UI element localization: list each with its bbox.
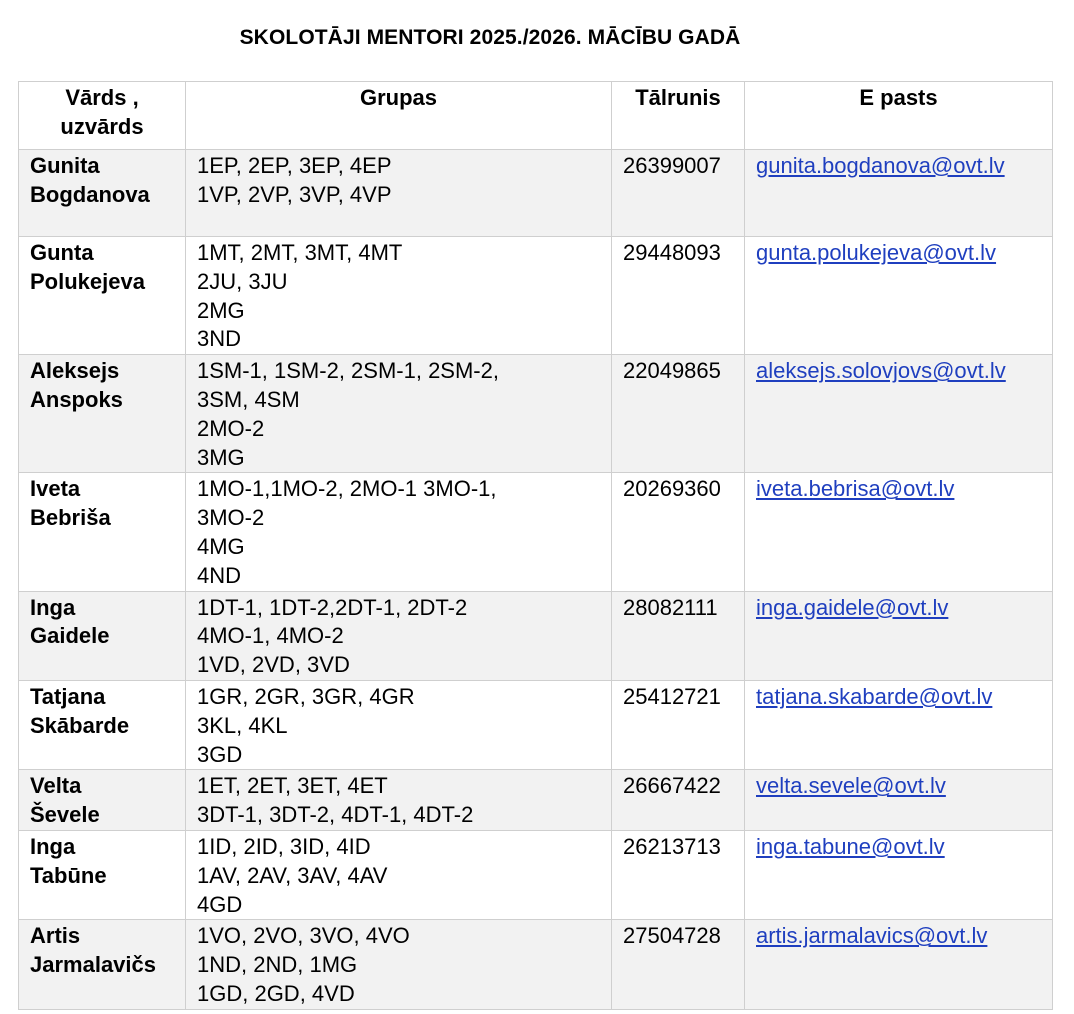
mentor-name-cell (19, 680, 186, 769)
groups-cell (186, 770, 612, 831)
mentor-name-line: Bebriša (30, 505, 111, 531)
email-cell (745, 680, 1053, 769)
email-link[interactable]: iveta.bebrisa@ovt.lv (756, 476, 955, 502)
mentor-name-line: Iveta (30, 476, 81, 502)
mentor-name-cell (19, 473, 186, 591)
group-line: 1EP, 2EP, 3EP, 4EP (197, 153, 392, 178)
group-line: 1DT-1, 1DT-2,2DT-1, 2DT-2 (197, 594, 468, 620)
email-link[interactable]: aleksejs.solovjovs@ovt.lv (756, 358, 1006, 384)
group-line: 1MT, 2MT, 3MT, 4MT (197, 240, 403, 265)
mentor-name-line: Bogdanova (30, 181, 150, 207)
groups-cell (186, 920, 612, 1009)
group-line: 2JU, 3JU (197, 268, 288, 294)
table-row (19, 237, 1053, 355)
groups-cell (186, 355, 612, 473)
page-title: SKOLOTĀJI MENTORI 2025./2026. MĀCĪBU GADĀ (239, 26, 741, 49)
email-link[interactable]: gunita.bogdanova@ovt.lv (756, 153, 1005, 178)
header-name-line: uzvārds (60, 113, 144, 139)
group-line: 3ND (197, 326, 242, 352)
email-link[interactable]: inga.gaidele@ovt.lv (756, 594, 949, 620)
phone-cell: 26667422 (612, 770, 745, 831)
email-cell (745, 920, 1053, 1009)
mentor-name-line: Ševele (30, 802, 100, 828)
mentor-name-cell (19, 150, 186, 237)
email-link[interactable]: velta.sevele@ovt.lv (756, 773, 946, 799)
email-cell (745, 237, 1053, 355)
mentor-name-line: Polukejeva (30, 268, 145, 294)
group-line: 3GD (197, 741, 243, 767)
table-row (19, 920, 1053, 1009)
group-line: 2MO-2 (197, 415, 265, 441)
groups-cell (186, 680, 612, 769)
table-row (19, 473, 1053, 591)
email-cell (745, 591, 1053, 680)
mentor-name-line: Inga (30, 594, 76, 620)
mentor-name-line: Skābarde (30, 712, 130, 738)
group-line: 1AV, 2AV, 3AV, 4AV (197, 862, 388, 888)
mentor-name-line: Tabūne (30, 862, 107, 888)
header-name (19, 82, 186, 150)
mentor-name-cell (19, 355, 186, 473)
mentor-name-line: Tatjana (30, 683, 106, 709)
email-cell (745, 830, 1053, 919)
groups-cell (186, 473, 612, 591)
mentor-name-line: Velta (30, 773, 82, 799)
email-link[interactable]: artis.jarmalavics@ovt.lv (756, 923, 988, 949)
group-line: 1ND, 2ND, 1MG (197, 952, 358, 978)
group-line: 1GD, 2GD, 4VD (197, 980, 355, 1006)
group-line: 4GD (197, 891, 243, 917)
group-line: 1ID, 2ID, 3ID, 4ID (197, 833, 371, 859)
group-line: 1VO, 2VO, 3VO, 4VO (197, 923, 410, 949)
phone-cell: 22049865 (612, 355, 745, 473)
mentor-name-line: Jarmalavičs (30, 952, 156, 978)
email-link[interactable]: gunta.polukejeva@ovt.lv (756, 240, 997, 265)
email-cell (745, 473, 1053, 591)
group-line: 1ET, 2ET, 3ET, 4ET (197, 773, 388, 799)
group-line: 1GR, 2GR, 3GR, 4GR (197, 683, 415, 709)
group-line: 1VP, 2VP, 3VP, 4VP (197, 181, 392, 207)
mentor-name-line: Aleksejs (30, 358, 120, 384)
group-line: 1SM-1, 1SM-2, 2SM-1, 2SM-2, (197, 358, 499, 384)
phone-cell: 20269360 (612, 473, 745, 591)
email-cell (745, 355, 1053, 473)
groups-cell (186, 591, 612, 680)
header-email: E pasts (745, 82, 1053, 150)
mentor-name-line: Artis (30, 923, 81, 949)
group-line: 4MG (197, 533, 245, 559)
header-phone: Tālrunis (612, 82, 745, 150)
table-row (19, 150, 1053, 237)
email-link[interactable]: inga.tabune@ovt.lv (756, 833, 945, 859)
groups-cell (186, 150, 612, 237)
email-link[interactable]: tatjana.skabarde@ovt.lv (756, 683, 993, 709)
mentor-name-cell (19, 830, 186, 919)
groups-cell (186, 830, 612, 919)
header-name-line: Vārds , (65, 85, 139, 110)
table-row (19, 680, 1053, 769)
table-row (19, 830, 1053, 919)
header-groups: Grupas (186, 82, 612, 150)
mentor-name-line: Anspoks (30, 386, 123, 412)
group-line: 1MO-1,1MO-2, 2MO-1 3MO-1, (197, 476, 497, 502)
phone-cell: 26213713 (612, 830, 745, 919)
mentor-name-cell (19, 770, 186, 831)
table-header-row (19, 82, 1053, 150)
mentors-table (18, 81, 1053, 1010)
mentor-name-line: Gaidele (30, 623, 110, 649)
mentor-name-line: Inga (30, 833, 76, 859)
phone-cell: 29448093 (612, 237, 745, 355)
phone-cell: 27504728 (612, 920, 745, 1009)
group-line: 3KL, 4KL (197, 712, 288, 738)
email-cell (745, 150, 1053, 237)
mentor-name-line: Gunita (30, 153, 100, 178)
mentor-name-cell (19, 920, 186, 1009)
phone-cell: 26399007 (612, 150, 745, 237)
table-row (19, 355, 1053, 473)
group-line: 1VD, 2VD, 3VD (197, 652, 350, 678)
phone-cell: 28082111 (612, 591, 745, 680)
group-line: 3MO-2 (197, 505, 265, 531)
table-row (19, 770, 1053, 831)
group-line: 3MG (197, 444, 245, 470)
group-line: 3SM, 4SM (197, 386, 300, 412)
group-line: 4ND (197, 562, 242, 588)
group-line: 2MG (197, 297, 245, 323)
email-cell (745, 770, 1053, 831)
mentor-name-cell (19, 237, 186, 355)
groups-cell (186, 237, 612, 355)
mentor-name-line: Gunta (30, 240, 94, 265)
phone-cell: 25412721 (612, 680, 745, 769)
group-line: 4MO-1, 4MO-2 (197, 623, 344, 649)
group-line: 3DT-1, 3DT-2, 4DT-1, 4DT-2 (197, 802, 474, 828)
mentor-name-cell (19, 591, 186, 680)
table-row (19, 591, 1053, 680)
